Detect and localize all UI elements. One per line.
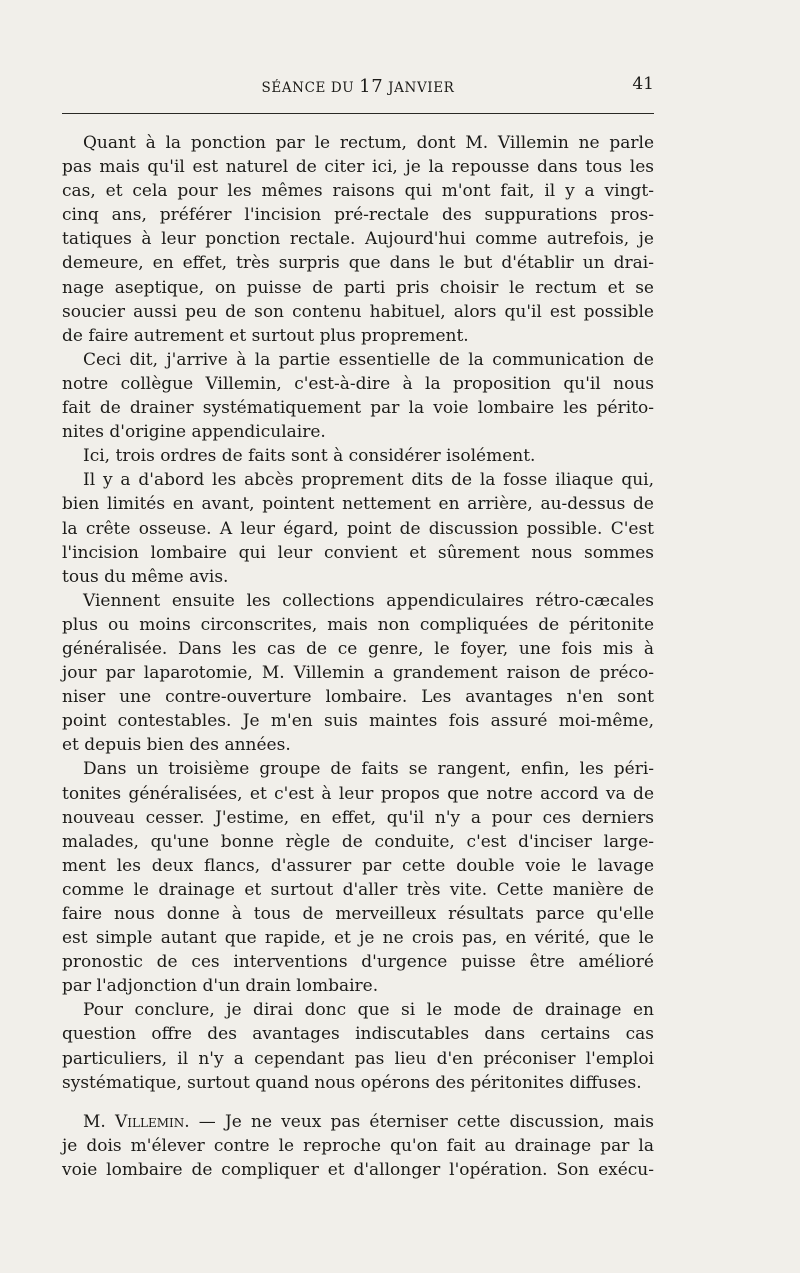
paragraph bbox=[62, 444, 654, 468]
running-title bbox=[62, 76, 654, 97]
running-title-prefix: SÉANCE DU bbox=[261, 80, 360, 96]
reply-line bbox=[62, 1110, 654, 1134]
text-line: faire nous donne à tous de merveilleux résultats parce qu'elle bbox=[62, 904, 654, 924]
text-line: point contestables. Je m'en suis maintes fois assuré moi-même, bbox=[62, 711, 654, 732]
text-line: de faire autrement et surtout plus proprement. bbox=[62, 325, 469, 346]
page-number: 41 bbox=[632, 74, 654, 94]
text-line: Il y a d'abord les abcès proprement dits de la fosse iliaque qui, bbox=[83, 470, 654, 491]
text-line: jour par laparotomie, M. Villemin a grandement raison de préco- bbox=[62, 663, 654, 684]
text-line: nites d'origine appendiculaire. bbox=[62, 422, 326, 443]
paragraph bbox=[62, 468, 654, 588]
page-header bbox=[62, 76, 654, 100]
text-line: malades, qu'une bonne règle de conduite, c'est d'inciser large- bbox=[62, 831, 654, 852]
text-line: et depuis bien des années. bbox=[62, 735, 291, 756]
text-line: soucier aussi peu de son contenu habituel, alors qu'il est possible bbox=[62, 301, 654, 322]
text-line: est simple autant que rapide, et je ne crois pas, en vérité, que le bbox=[62, 928, 654, 949]
paragraph bbox=[62, 589, 654, 758]
text-line: l'incision lombaire qui leur convient et sûrement nous sommes bbox=[62, 542, 654, 563]
reply-paragraph bbox=[62, 1110, 654, 1182]
text-line: nouveau cesser. J'estime, en effet, qu'il n'y a pour ces derniers bbox=[62, 807, 654, 828]
paragraph bbox=[62, 348, 654, 444]
reply-first-line-text: . — Je ne veux pas éterniser cette discussion, mais bbox=[184, 1111, 655, 1132]
text-line: Viennent ensuite les collections appendiculaires rétro-cæcales bbox=[83, 590, 654, 611]
text-line: notre collègue Villemin, c'est-à-dire à la proposition qu'il nous bbox=[62, 373, 654, 394]
text-line: question offre des avantages indiscutables dans certains cas bbox=[62, 1024, 654, 1045]
text-line: nage aseptique, on puisse de parti pris choisir le rectum et se bbox=[62, 277, 654, 298]
running-title-suffix: JANVIER bbox=[383, 80, 455, 96]
text-line: par l'adjonction d'un drain lombaire. bbox=[62, 976, 379, 997]
text-line: demeure, en effet, très surpris que dans le but d'établir un drai- bbox=[62, 253, 654, 274]
text-line: généralisée. Dans les cas de ce genre, le foyer, une fois mis à bbox=[62, 638, 654, 659]
paragraph bbox=[62, 998, 654, 1094]
speaker-prefix: M. bbox=[83, 1111, 115, 1132]
reply-line: voie lombaire de compliquer et d'allonger l'opération. Son exécu- bbox=[62, 1159, 654, 1180]
header-rule bbox=[62, 113, 654, 114]
text-line: cas, et cela pour les mêmes raisons qui m'ont fait, il y a vingt- bbox=[62, 181, 654, 202]
text-line: tous du même avis. bbox=[62, 566, 229, 587]
text-line: particuliers, il n'y a cependant pas lieu d'en préconiser l'emploi bbox=[62, 1048, 654, 1069]
text-line: Ici, trois ordres de faits sont à considérer isolément. bbox=[83, 446, 536, 467]
text-line: tonites généralisées, et c'est à leur propos que notre accord va de bbox=[62, 783, 654, 804]
text-line: cinq ans, préférer l'incision pré-rectale des suppurations pros- bbox=[62, 205, 654, 226]
reply-line: je dois m'élever contre le reproche qu'on fait au drainage par la bbox=[62, 1135, 654, 1156]
text-line: comme le drainage et surtout d'aller très vite. Cette manière de bbox=[62, 879, 654, 900]
running-title-day: 17 bbox=[359, 76, 384, 97]
text-line: la crête osseuse. A leur égard, point de discussion possible. C'est bbox=[62, 518, 654, 539]
section-gap bbox=[62, 1095, 654, 1110]
text-line: Ceci dit, j'arrive à la partie essentielle de la communication de bbox=[83, 349, 654, 370]
paragraph bbox=[62, 757, 654, 998]
text-line: Pour conclure, je dirai donc que si le mode de drainage en bbox=[83, 1000, 654, 1021]
paragraph bbox=[62, 131, 654, 348]
text-line: Dans un troisième groupe de faits se rangent, enfin, les péri- bbox=[83, 759, 654, 780]
text-line: pas mais qu'il est naturel de citer ici, je la repousse dans tous les bbox=[62, 157, 654, 178]
text-line: tatiques à leur ponction rectale. Aujourd'hui comme autrefois, je bbox=[62, 229, 654, 250]
text-line: Quant à la ponction par le rectum, dont M. Villemin ne parle bbox=[83, 133, 654, 153]
text-line: systématique, surtout quand nous opérons des péritonites diffuses. bbox=[62, 1072, 642, 1093]
paragraphs bbox=[62, 131, 654, 1095]
text-line: plus ou moins circonscrites, mais non compliquées de péritonite bbox=[62, 614, 654, 635]
body-text bbox=[62, 131, 654, 1182]
text-line: fait de drainer systématiquement par la voie lombaire les périto- bbox=[62, 398, 654, 419]
speaker-name: Villemin bbox=[114, 1111, 185, 1132]
text-line: pronostic de ces interventions d'urgence puisse être amélioré bbox=[62, 952, 654, 973]
text-line: ment les deux flancs, d'assurer par cette double voie le lavage bbox=[62, 855, 654, 876]
text-line: bien limités en avant, pointent nettement en arrière, au-dessus de bbox=[62, 494, 654, 515]
text-line: niser une contre-ouverture lombaire. Les avantages n'en sont bbox=[62, 687, 654, 708]
